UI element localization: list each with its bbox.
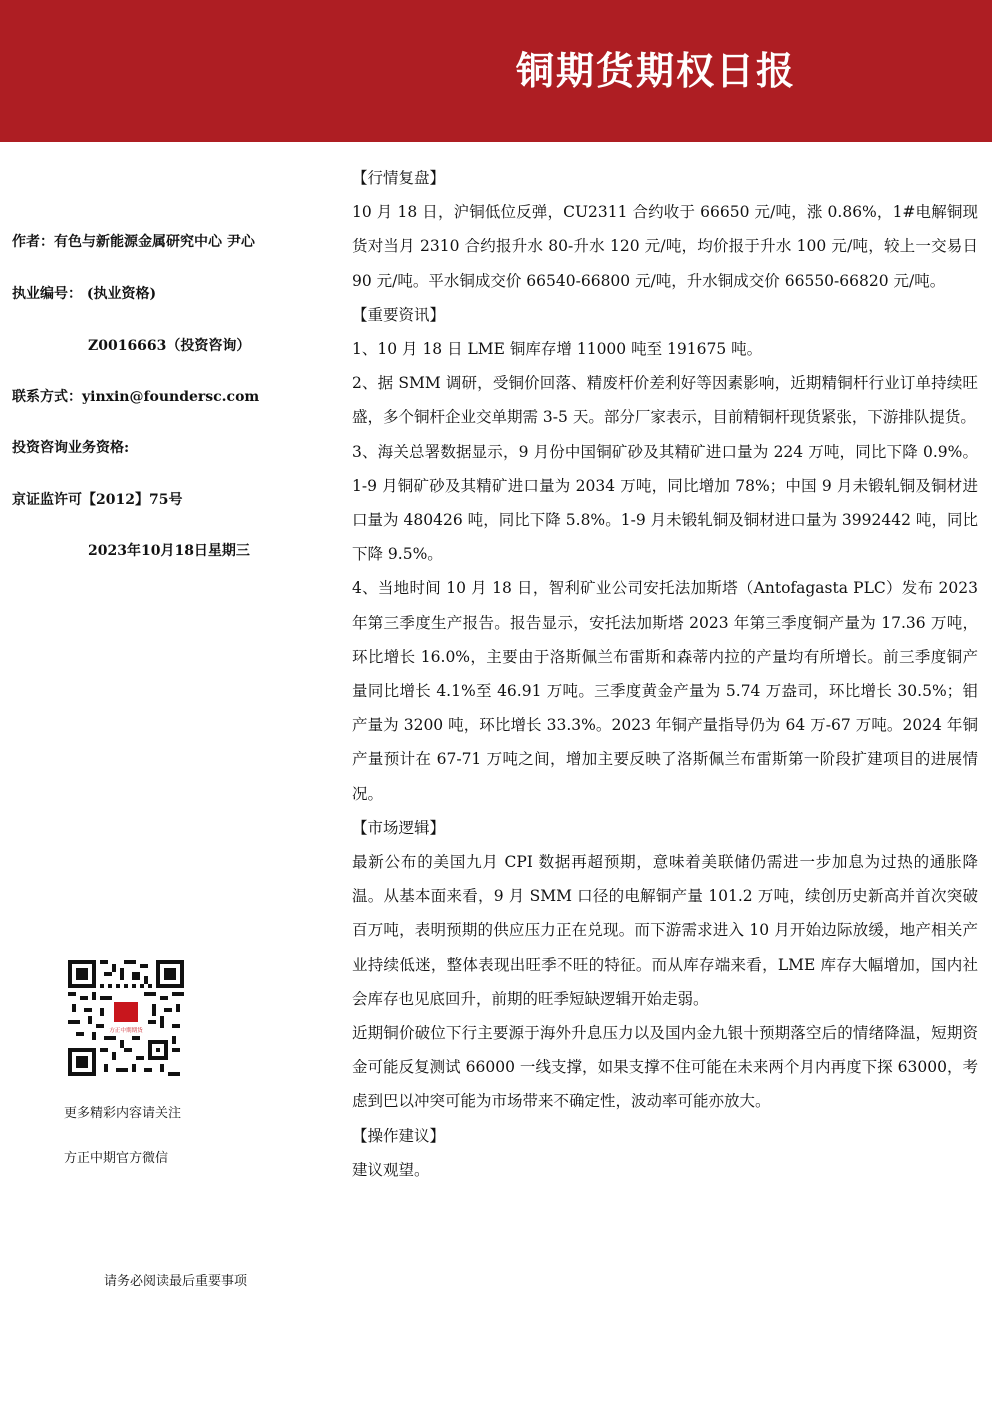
license-number: 执业编号： (执业资格) xyxy=(12,286,157,302)
section-title-key-news: 【重要资讯】 xyxy=(352,305,446,324)
section-title-suggestion: 【操作建议】 xyxy=(352,1126,446,1145)
disclaimer-notice[interactable]: 请务必阅读最后重要事项 xyxy=(104,1274,248,1289)
qr-caption-wechat: 方正中期官方微信 xyxy=(64,1151,169,1166)
header-banner xyxy=(0,0,992,142)
qualification-line: 投资咨询业务资格: xyxy=(12,440,130,456)
consult-number: Z0016663（投资咨询） xyxy=(88,338,251,354)
section-title-market-review: 【行情复盘】 xyxy=(352,169,446,187)
author-line: 作者：有色与新能源金属研究中心 尹心 xyxy=(12,234,255,250)
news-item-1: 1、10 月 18 日 LME 铜库存增 11000 吨至 191675 吨。 xyxy=(352,340,763,359)
qr-logo-text: 方正中期期货 xyxy=(109,1028,143,1034)
section-title-market-logic: 【市场逻辑】 xyxy=(352,818,446,837)
qr-logo-icon xyxy=(114,1002,138,1022)
news-item-3: 3、海关总署数据显示，9 月份中国铜矿砂及其精矿进口量为 224 万吨，同比下降 0.9%。1-9 月铜矿砂及其精矿进口量为 2034 万吨，同比增加 78%；中国 9 月未锻轧铜及铜材进口量为 480426 吨，同比下降 5.8%。1-9 月未锻轧铜及铜材进口量为 3992442 吨，同比下降 9.5%。 xyxy=(352,442,978,564)
main-content xyxy=(352,161,978,1187)
market-logic-paragraph-1: 最新公布的美国九月 CPI 数据再超预期，意味着美联储仍需进一步加息为过热的通胀降温。从基本面来看，9 月 SMM 口径的电解铜产量 101.2 万吨，续创历史新高并首次突破百万吨，表明预期的供应压力正在兑现。而下游需求进入 10 月开始边际放缓，地产相关产业持续低迷，整体表现出旺季不旺的特征。而从库存端来看，LME 库存大幅增加，国内社会库存也见底回升，前期的旺季短缺逻辑开始走弱。 xyxy=(352,853,978,1008)
market-logic-paragraph-2: 近期铜价破位下行主要源于海外升息压力以及国内金九银十预期落空后的情绪降温，短期资金可能反复测试 66000 一线支撑，如果支撑不住可能在未来两个月内再度下探 63000，考虑到巴以冲突可能为市场带来不确定性，波动率可能亦放大。 xyxy=(352,1024,978,1111)
wechat-qr-code[interactable] xyxy=(68,960,184,1076)
report-date: 2023年10月18日星期三 xyxy=(88,543,250,559)
suggestion-paragraph: 建议观望。 xyxy=(352,1160,430,1179)
news-item-2: 2、据 SMM 调研，受铜价回落、精废杆价差利好等因素影响，近期精铜杆行业订单持续旺盛，多个铜杆企业交单期需 3-5 天。部分厂家表示，目前精铜杆现货紧张，下游排队提货。 xyxy=(352,374,978,427)
report-title: 铜期货期权日报 xyxy=(516,49,797,93)
qr-caption-follow: 更多精彩内容请关注 xyxy=(64,1106,182,1121)
contact-line[interactable]: 联系方式：yinxin@foundersc.com xyxy=(12,389,260,405)
news-item-4: 4、当地时间 10 月 18 日，智利矿业公司安托法加斯塔（Antofagasta PLC）发布 2023 年第三季度生产报告。报告显示，安托法加斯塔 2023 年第三季度铜产量为 17.36 万吨，环比增长 16.0%，主要由于洛斯佩兰布雷斯和森蒂内拉的产量均有所增长。前三季度铜产量同比增长 4.1%至 46.91 万吨。三季度黄金产量为 5.74 万盎司，环比增长 30.5%；钼产量为 3200 吨，环比增长 33.3%。2023 年铜产量指导仍为 64 万-67 万吨。2024 年铜产量预计在 67-71 万吨之间，增加主要反映了洛斯佩兰布雷斯第一阶段扩建项目的进展情况。 xyxy=(352,579,978,803)
sidebar xyxy=(0,142,340,1403)
permit-line: 京证监许可【2012】75号 xyxy=(12,492,183,508)
market-review-paragraph: 10 月 18 日，沪铜低位反弹，CU2311 合约收于 66650 元/吨，涨 0.86%，1#电解铜现货对当月 2310 合约报升水 80-升水 120 元/吨，均价报于升水 100 元/吨，较上一交易日 90 元/吨。平水铜成交价 66540-66800 元/吨，升水铜成交价 66550-66820 元/吨。 xyxy=(352,203,978,290)
